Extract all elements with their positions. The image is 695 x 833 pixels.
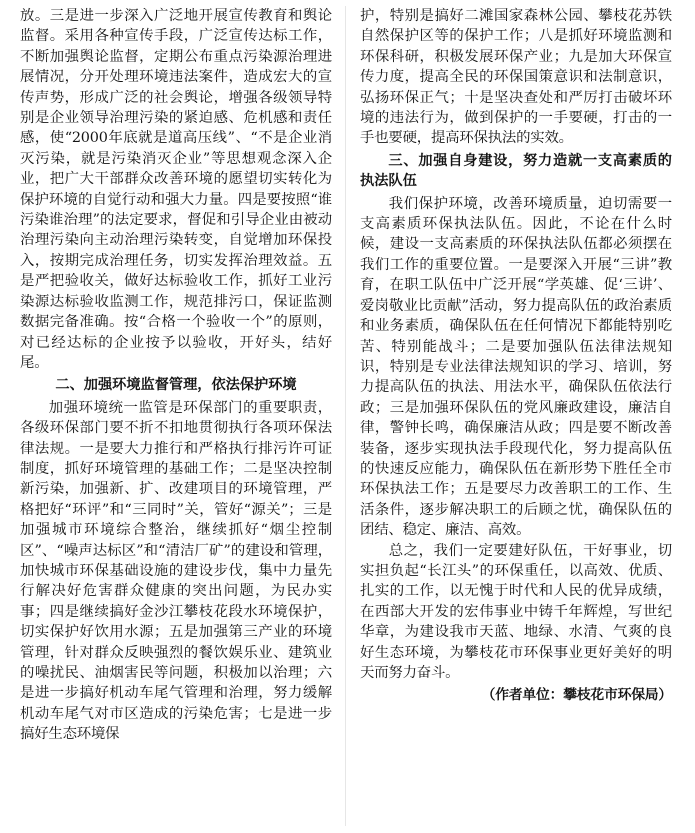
right-column [360,6,672,706]
left-paragraph-1: 放。三是进一步深入广泛地开展宣传教育和舆论监督。采用各种宣传手段，广泛宣传达标工作，不断加强舆论监督，定期公布重点污染源治理进展情况，分开处理环境违法案件，造成宏大的宣传声势，形成广泛的社会舆论，增强各级领导特别是企业领导治理污染的紧迫感、危机感和责任感，使“2000年底就是道高压线”、“不是企业消灭污染，就是污染消灭企业”等思想观念深入企业，把广大干部群众改善环境的愿望切实转化为保护环境的自觉行动和强大力量。四是要按照“谁污染谁治理”的法定要求，督促和引导企业由被动治理污染向主动治理污染转变，自觉增加环保投入，按期完成治理任务，切实发挥治理效益。五是严把验收关，做好达标验收工作，抓好工业污染源达标验收监测工作，规范排污口，保证监测数据完备准确。按“合格一个验收一个”的原则，对已经达标的企业按予以验收，开好头，结好尾。 [20,8,332,371]
author-affiliation: （作者单位：攀枝花市环保局） [481,687,672,704]
left-paragraph-2: 加强环境统一监管是环保部门的重要职责，各级环保部门要不折不扣地贯彻执行各项环保法律法规。一是要大力推行和严格执行排污许可证制度，抓好环境管理的基础工作；二是坚决控制新污染，加强新、扩、改建项目的环境管理，严格把好“环评”和“三同时”关，管好“源关”；三是加强城市环境综合整治，继续抓好“烟尘控制区”、“噪声达标区”和“清洁厂矿”的建设和管理，加快城市环保基础设施的建设步伐，集中力量先行解决好危害群众健康的突出问题，为民办实事；四是继续搞好金沙江攀枝花段水环境保护，切实保护好饮用水源；五是加强第三产业的环境管理，针对群众反映强烈的餐饮娱乐业、建筑业的噪扰民、油烟害民等问题，积极加以治理；六是进一步搞好机动车尾气管理和治理，努力缓解机动车尾气对市区造成的污染危害；七是进一步搞好生态环境保 [20,399,332,743]
section-heading-3: 三、加强自身建设，努力造就一支高素质的执法队伍 [360,152,672,190]
right-paragraph-3: 总之，我们一定要建好队伍，干好事业，切实担负起“长江头”的环保重任，以高效、优质、扎实的工作，以无愧于时代和人民的优异成绩，在西部大开发的宏伟事业中铸千年辉煌，写世纪华章，为建设我市天蓝、地绿、水清、气爽的良好生态环境，为攀枝花市环保事业更好美好的明天而努力奋斗。 [360,542,672,681]
right-paragraph-2: 我们保护环境，改善环境质量，迫切需要一支高素质环保执法队伍。因此，不论在什么时候，建设一支高素质的环保执法队伍都必须摆在我们工作的重要位置。一是要深入开展“三讲”教育，在职工队伍中广泛开展“学英雄、促‘三讲’、爱岗敬业比贡献”活动，努力提高队伍的政治素质和业务素质，确保队伍在任何情况下都能特别吃苦、特别能战斗；二是要加强队伍法律法规知识，特别是专业法律法规知识的学习、培训，努力提高队伍的执法、用法水平，确保队伍依法行政；三是加强环保队伍的党风廉政建设，廉洁自律，警钟长鸣，确保廉洁从政；四是要不断改善装备，逐步实现执法手段现代化，努力提高队伍的快速反应能力，确保队伍在新形势下胜任全市环保执法工作；五是要尽力改善职工的工作、生活条件，逐步解决职工的后顾之忧，确保队伍的团结、稳定、廉洁、高效。 [360,195,672,539]
column-divider [345,6,346,826]
section-heading-2: 二、加强环境监督管理，依法保护环境 [55,377,297,394]
right-paragraph-1: 护，特别是搞好二滩国家森林公园、攀枝花苏铁自然保护区等的保护工作；八是抓好环境监测和环保科研，积极发展环保产业；九是加大环保宣传力度，提高全民的环保国策意识和法制意识，弘扬环保正气；十是坚决查处和严厉打击破坏环境的违法行为，做到保护的一手要硬，打击的一手也要硬，提高环保执法的实效。 [360,8,672,147]
left-column [20,6,332,745]
